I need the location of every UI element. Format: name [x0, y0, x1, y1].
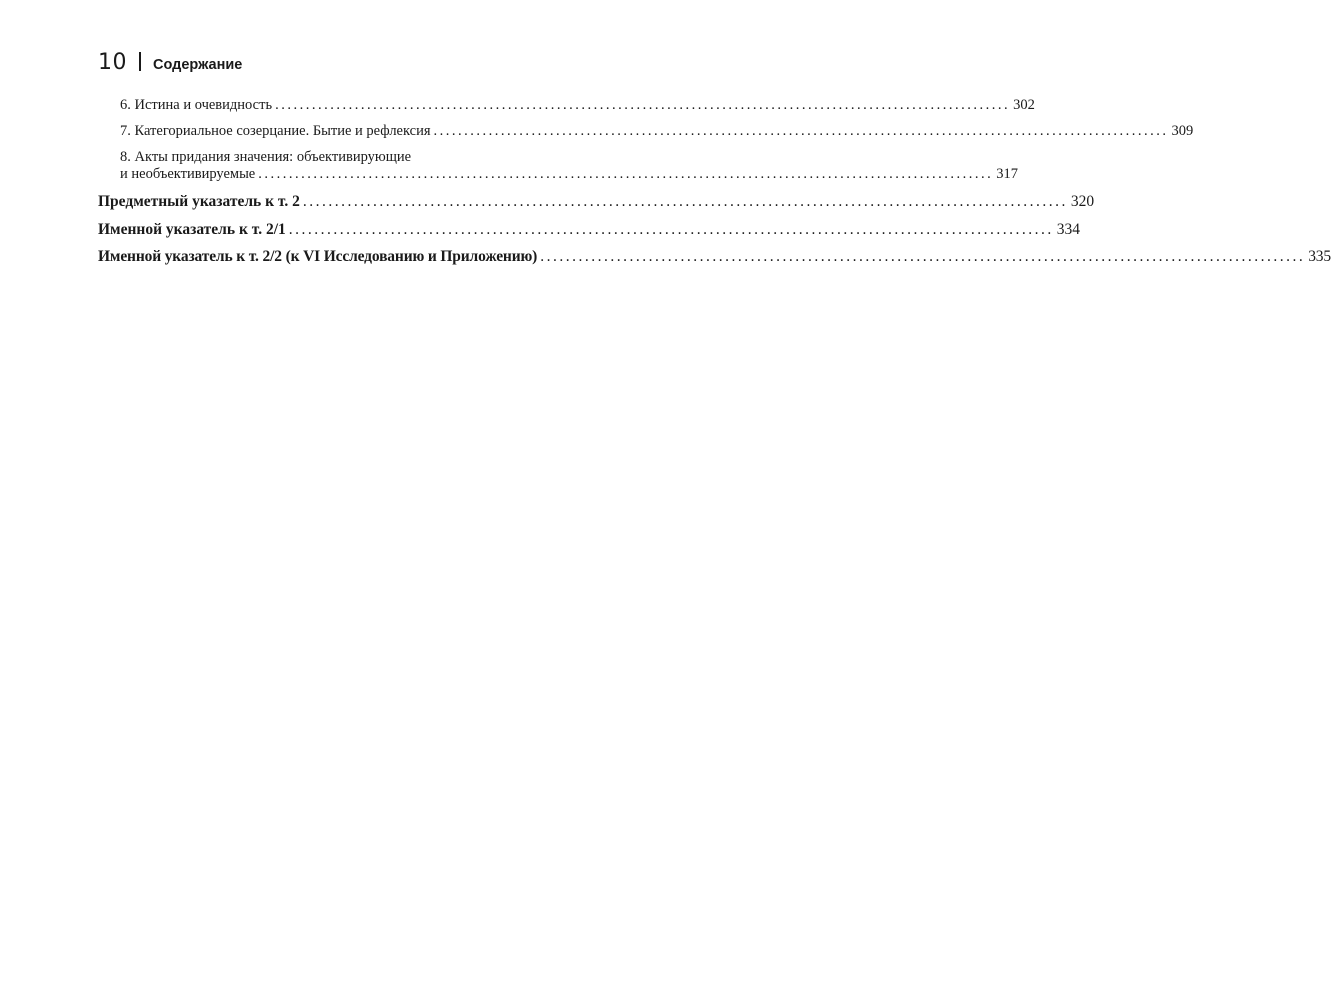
- toc-entry-name-index-2-2[interactable]: [98, 248, 1331, 266]
- toc-entry-page: 335: [1308, 248, 1331, 265]
- page-number: 10: [98, 50, 127, 75]
- dot-leader: ........................................................................................................................: [433, 123, 1169, 139]
- toc-entry-title: Предметный указатель к т. 2: [98, 193, 300, 210]
- toc-entry-page: 317: [996, 166, 1018, 182]
- running-head: [98, 50, 242, 75]
- toc-entry-8-line1: 8. Акты придания значения: объективирующие: [120, 149, 412, 165]
- toc-entry-title: Именной указатель к т. 2/1: [98, 221, 286, 238]
- dot-leader: ........................................................................................................................: [302, 193, 1068, 210]
- toc-entry-8[interactable]: [120, 166, 1018, 183]
- toc-entry-7[interactable]: [120, 123, 1194, 140]
- running-head-title: Содержание: [153, 57, 243, 73]
- toc-entry-page: 320: [1070, 193, 1095, 210]
- dot-leader: ........................................................................................................................: [540, 248, 1306, 265]
- toc-entry-title: и необъективируемые: [120, 166, 256, 182]
- toc-entry-page: 334: [1056, 221, 1081, 238]
- toc-entry-subject-index[interactable]: [98, 193, 1095, 211]
- toc-entry-title: 7. Категориальное созерцание. Бытие и рефлексия: [120, 123, 431, 139]
- toc-entry-name-index-2-1[interactable]: [98, 221, 1081, 239]
- toc-entry-page: 309: [1171, 123, 1194, 139]
- header-divider: [139, 52, 141, 71]
- toc-entry-6[interactable]: [120, 97, 1035, 114]
- toc-entry-title: 6. Истина и очевидность: [120, 97, 273, 113]
- toc-entry-page: 302: [1013, 97, 1035, 113]
- dot-leader: ........................................................................................................................: [258, 166, 994, 182]
- toc-entry-title: Именной указатель к т. 2/2 (к VI Исследованию и Приложению): [98, 248, 538, 265]
- dot-leader: ........................................................................................................................: [288, 221, 1054, 238]
- dot-leader: ........................................................................................................................: [275, 97, 1011, 113]
